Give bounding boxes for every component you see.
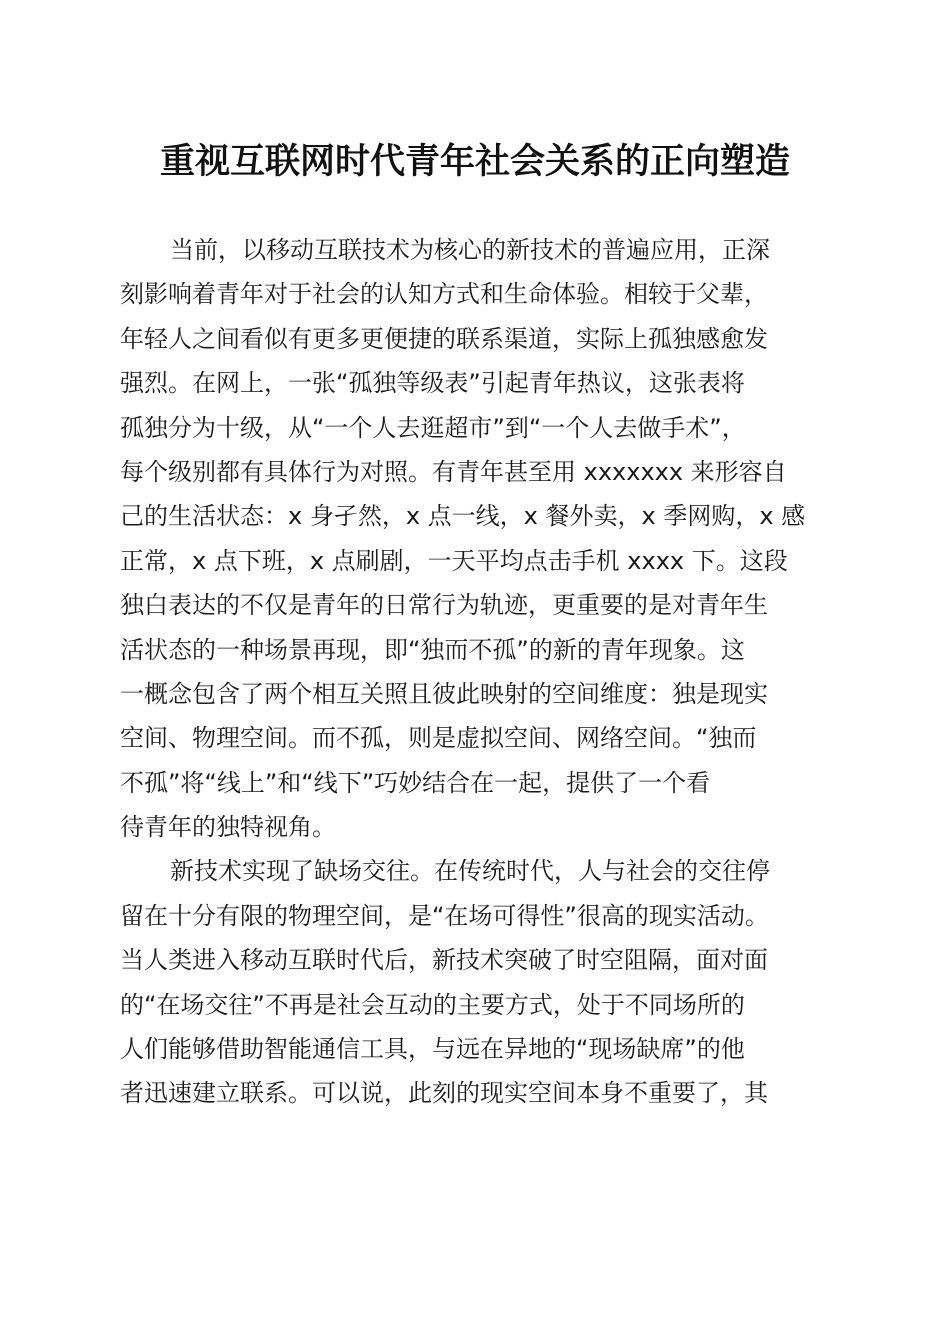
paragraph-1-line-6: 每个级别都有具体行为对照。有青年甚至用 xxxxxxx 来形容自 xyxy=(120,457,787,486)
paragraph-1-line-10: 活状态的一种场景再现，即“独而不孤”的新的青年现象。这 xyxy=(120,635,745,664)
paragraph-1-line-8: 正常，x 点下班，x 点刷剧，一天平均点击手机 xxxx 下。这段 xyxy=(120,546,788,575)
paragraph-2-line-2: 留在十分有限的物理空间，是“在场可得性”很高的现实活动。 xyxy=(120,901,769,930)
paragraph-1-line-14: 待青年的独特视角。 xyxy=(120,813,336,842)
paragraph-1-line-9: 独白表达的不仅是青年的日常行为轨迹，更重要的是对青年生 xyxy=(120,591,768,620)
paragraph-1-line-4: 强烈。在网上，一张“孤独等级表”引起青年热议，这张表将 xyxy=(120,369,745,398)
paragraph-1-line-12: 空间、物理空间。而不孤，则是虚拟空间、网络空间。“独而 xyxy=(120,724,757,753)
paragraph-2-line-5: 人们能够借助智能通信工具，与远在异地的“现场缺席”的他 xyxy=(120,1035,745,1064)
paragraph-2-line-6: 者迅速建立联系。可以说，此刻的现实空间本身不重要了，其 xyxy=(120,1079,768,1108)
paragraph-1-line-3: 年轻人之间看似有更多更便捷的联系渠道，实际上孤独感愈发 xyxy=(120,324,768,353)
paragraph-1-line-11: 一概念包含了两个相互关照且彼此映射的空间维度：独是现实 xyxy=(120,679,768,708)
paragraph-2-line-4: 的“在场交往”不再是社会互动的主要方式，处于不同场所的 xyxy=(120,990,745,1019)
document-body xyxy=(120,228,840,1116)
paragraph-1-line-13: 不孤”将“线上”和“线下”巧妙结合在一起，提供了一个看 xyxy=(120,768,711,797)
paragraph-2-line-1: 新技术实现了缺场交往。在传统时代，人与社会的交往停 xyxy=(170,857,770,886)
paragraph-1-line-2: 刻影响着青年对于社会的认知方式和生命体验。相较于父辈， xyxy=(120,280,768,309)
paragraph-1-line-7: 己的生活状态：x 身孑然，x 点一线，x 餐外卖，x 季网购，x 感 xyxy=(120,502,806,531)
paragraph-2-line-3: 当人类进入移动互联时代后，新技术突破了时空阻隔，面对面 xyxy=(120,946,768,975)
document-title: 重视互联网时代青年社会关系的正向塑造 xyxy=(159,141,790,182)
paragraph-1-line-5: 孤独分为十级，从“一个人去逛超市”到“一个人去做手术”， xyxy=(120,413,746,442)
paragraph-1-line-1: 当前，以移动互联技术为核心的新技术的普遍应用，正深 xyxy=(170,236,770,264)
